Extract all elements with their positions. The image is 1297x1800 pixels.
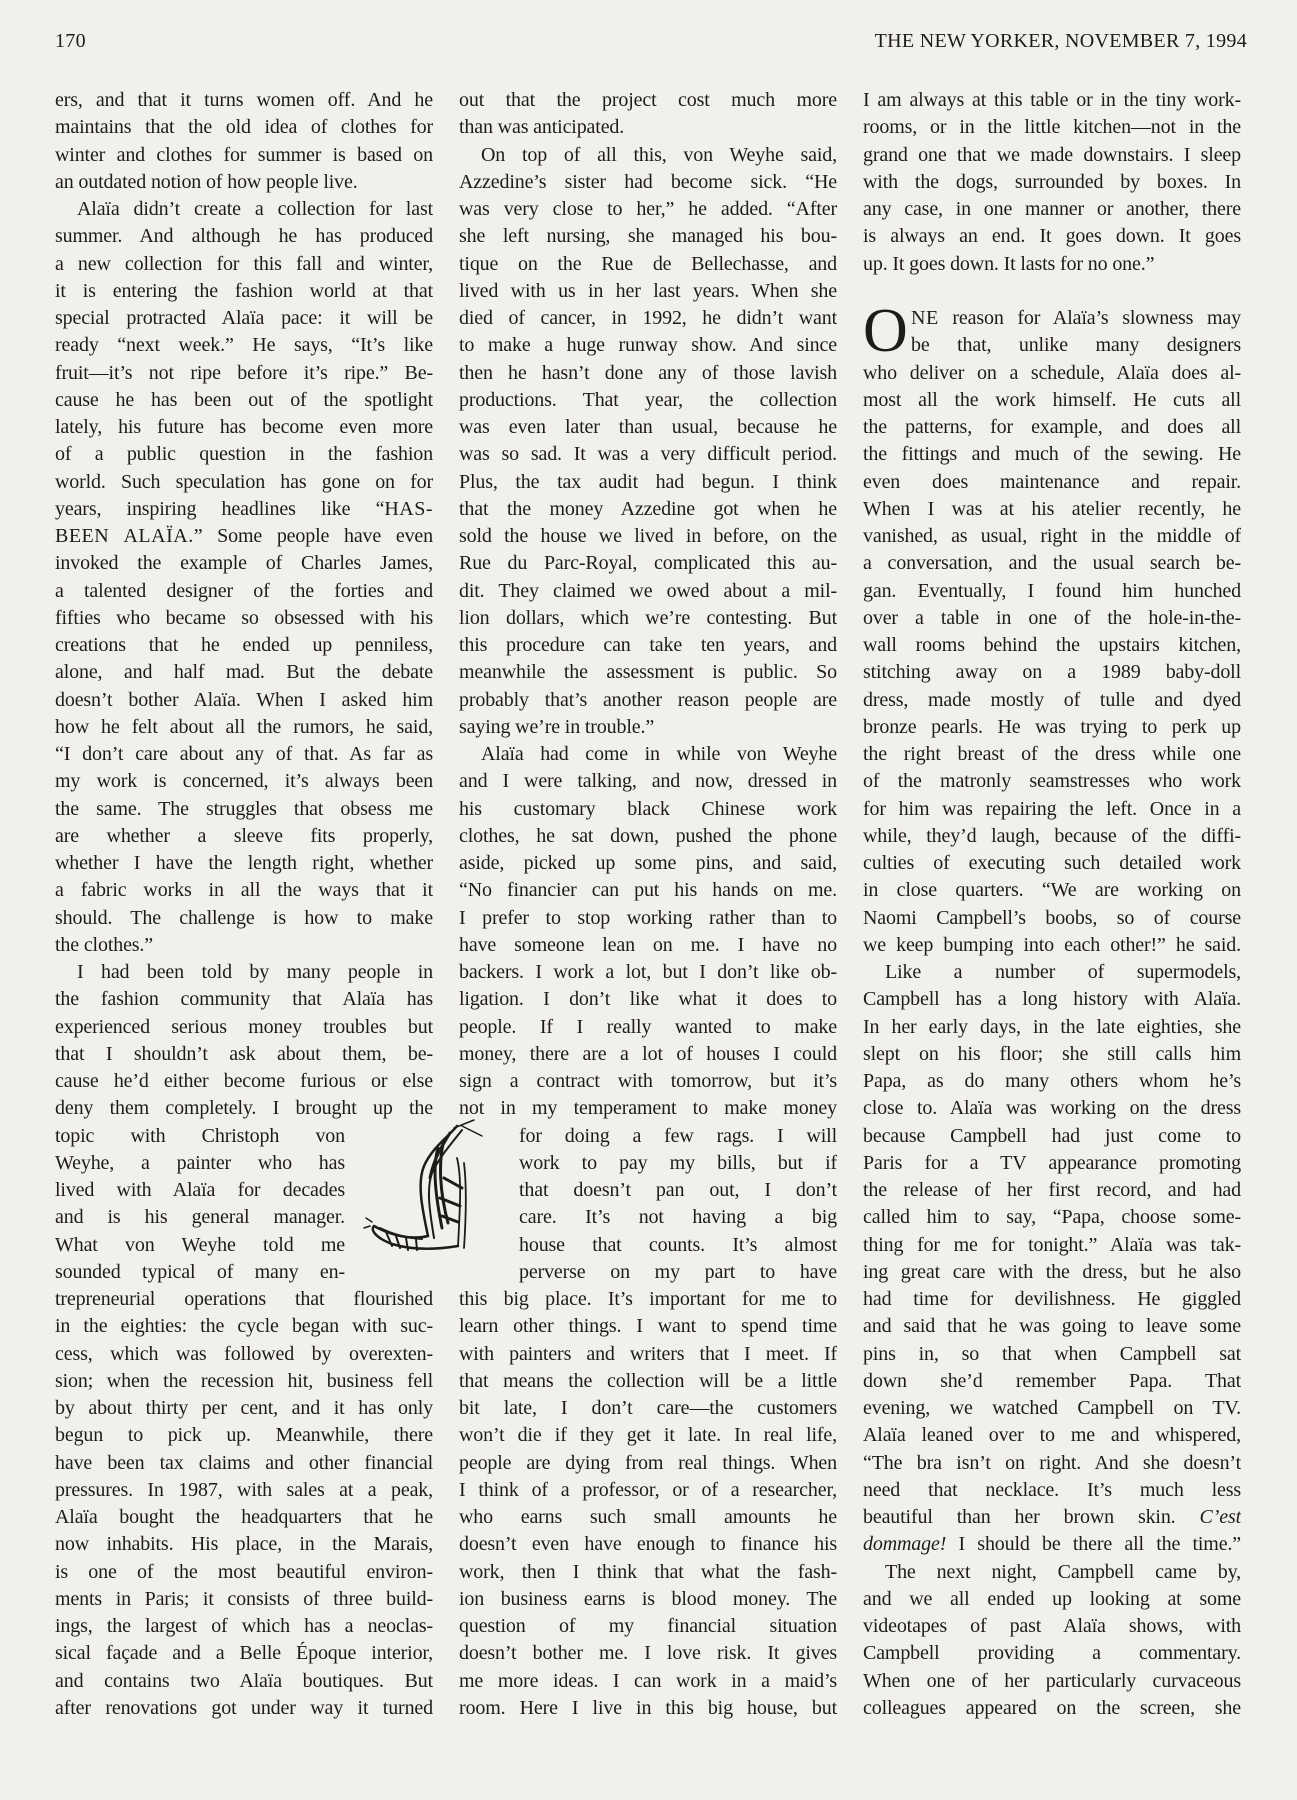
text-line: it is entering the fashion world at that (55, 279, 433, 302)
text-line: than was anticipated. (459, 116, 625, 139)
text-line: because Campbell had just come to (863, 1124, 1241, 1147)
text-line: pressures. In 1987, with sales at a peak, (55, 1478, 433, 1501)
text-line: ing great care with the dress, but he also (863, 1260, 1241, 1283)
text-line: special protracted Alaïa pace: it will be (55, 307, 433, 329)
text-line: slept on his floor; she still calls him (863, 1042, 1241, 1065)
article-column-2 (459, 87, 837, 1722)
text-segment: reason for Alaïa’s slowness may (938, 307, 1241, 329)
page-number: 170 (55, 30, 86, 52)
text-line: ments in Paris; it consists of three build- (55, 1587, 433, 1610)
text-line: clothes, he sat down, pushed the phone (459, 824, 837, 847)
text-line: aside, picked up some pins, and said, (459, 852, 837, 874)
text-line: invoked the example of Charles James, (55, 552, 433, 575)
text-line: alone, and half mad. But the debate (55, 661, 433, 684)
text-line: Alaïa didn’t create a collection for last (77, 198, 433, 220)
text-line: the release of her first record, and had (863, 1179, 1241, 1201)
text-line: a fabric works in all the ways that it (55, 879, 433, 902)
text-line: rooms, or in the little kitchen—not in the (863, 116, 1241, 139)
text-line: Azzedine’s sister had become sick. “He (459, 170, 837, 193)
text-line: people are dying from real things. When (459, 1451, 837, 1474)
text-line: Rue du Parc-Royal, complicated this au- (459, 552, 837, 575)
text-line: When I was at his atelier recently, he (863, 497, 1241, 520)
text-line: culties of executing such detailed work (863, 852, 1241, 874)
text-line: On top of all this, von Weyhe said, (481, 143, 837, 166)
text-line: down she’d remember Papa. That (863, 1369, 1241, 1392)
text-line: lived with Alaïa for decades (55, 1179, 345, 1201)
text-line: I had been told by many people in (77, 961, 433, 983)
text-line: tique on the Rue de Bellechasse, and (459, 252, 837, 275)
text-line: even does maintenance and repair. (863, 470, 1241, 493)
text-line: his customary black Chinese work (459, 797, 837, 820)
text-line: and I were talking, and now, dressed in (459, 770, 837, 793)
text-line: care. It’s not having a big (519, 1206, 837, 1229)
text-line: was so sad. It was a very difficult period. (459, 443, 837, 466)
text-line: thing for me for tonight.” Alaïa was tak- (863, 1233, 1241, 1256)
text-line: to make a huge runway show. And since (459, 334, 837, 357)
text-line: the clothes.” (55, 933, 154, 956)
article-column-1 (55, 87, 433, 1722)
text-line: is always an end. It goes down. It goes (863, 225, 1241, 248)
text-line: fruit—it’s not ripe before it’s ripe.” Be- (55, 361, 433, 384)
text-line: house that counts. It’s almost (519, 1233, 837, 1256)
text-line: any case, in one manner or another, there (863, 198, 1241, 220)
text-line: out that the project cost much more (459, 89, 837, 111)
text-line: pins in, so that when Campbell sat (863, 1342, 1241, 1365)
text-segment: beautiful than her brown skin. (863, 1506, 1200, 1528)
text-line (863, 278, 1241, 305)
text-line: cess, which was followed by overexten- (55, 1342, 433, 1365)
text-line: summer. And although he has produced (55, 225, 433, 248)
text-line (911, 305, 1241, 332)
text-line: Naomi Campbell’s boobs, so of course (863, 906, 1241, 929)
text-line: and is his general manager. (55, 1206, 345, 1229)
text-line (55, 523, 433, 550)
text-line: a conversation, and the usual search be- (863, 552, 1241, 575)
text-line: have someone lean on me. I have no (459, 933, 837, 956)
italic-text: C’est (1199, 1506, 1241, 1528)
text-line: maintains that the old idea of clothes for (55, 116, 433, 139)
text-line: gan. Eventually, I found him hunched (863, 579, 1241, 602)
text-line: Alaïa bought the headquarters that he (55, 1506, 433, 1528)
text-line: was even later than usual, because he (459, 416, 837, 438)
text-line: dress, made mostly of tulle and dyed (863, 688, 1241, 711)
text-line: Alaïa had come in while von Weyhe (481, 743, 837, 765)
text-line: ers, and that it turns women off. And he (55, 89, 433, 111)
text-line: learn other things. I want to spend time (459, 1315, 837, 1338)
text-line: What von Weyhe told me (55, 1233, 345, 1256)
text-line: begun to pick up. Meanwhile, there (55, 1424, 433, 1447)
text-line: cause he’d either become furious or else (55, 1070, 433, 1092)
text-line: that the money Azzedine got when he (459, 497, 837, 520)
text-line: doesn’t even have enough to finance his (459, 1533, 837, 1556)
text-line: productions. That year, the collection (459, 388, 837, 411)
running-header: THE NEW YORKER, NOVEMBER 7, 1994 (874, 30, 1247, 52)
text-line: sign a contract with tomorrow, but it’s (459, 1070, 837, 1092)
text-line: sounded typical of many en- (55, 1260, 345, 1283)
text-line: in close quarters. “We are working on (863, 879, 1241, 902)
text-line: work to pay my bills, but if (519, 1151, 837, 1174)
text-line: had time for devilishness. He giggled (863, 1288, 1241, 1310)
text-line: and said that he was going to leave some (863, 1315, 1241, 1338)
text-line: and contains two Alaïa boutiques. But (55, 1669, 433, 1692)
text-line (863, 1504, 1241, 1531)
text-line: grand one that we made downstairs. I sleep (863, 143, 1241, 166)
text-line: sold the house we lived in before, on the (459, 525, 837, 547)
text-line: me more ideas. I can work in a maid’s (459, 1669, 837, 1692)
text-line: trepreneurial operations that flourished (55, 1288, 433, 1310)
text-segment: I should be there all the time.” (946, 1533, 1241, 1556)
text-line: perverse on my part to have (519, 1260, 837, 1283)
text-line: the right breast of the dress while one (863, 743, 1241, 765)
text-line: be that, unlike many designers (911, 334, 1241, 357)
text-line: Alaïa leaned over to me and whispered, (863, 1424, 1241, 1447)
text-line: vanished, as usual, right in the middle of (863, 525, 1241, 547)
text-line: and we all ended up looking at some (863, 1587, 1241, 1610)
text-line: have been tax claims and other financial (55, 1451, 433, 1474)
text-line: the fashion community that Alaïa has (55, 988, 433, 1011)
text-line: after renovations got under way it turned (55, 1696, 433, 1719)
text-line: with the dogs, surrounded by boxes. In (863, 170, 1241, 193)
text-line: the fittings and much of the sewing. He (863, 443, 1241, 466)
italic-text: dommage! (863, 1533, 947, 1556)
text-line (863, 1531, 1241, 1558)
text-line: not in my temperament to make money (459, 1097, 837, 1120)
text-line: whether I have the length right, whether (55, 852, 433, 874)
text-line: In her early days, in the late eighties, she (863, 1015, 1241, 1038)
text-line: people. If I really wanted to make (459, 1015, 837, 1038)
text-line: cause he has been out of the spotlight (55, 388, 433, 411)
text-line: by about thirty per cent, and it has only (55, 1397, 433, 1419)
text-line: this procedure can take ten years, and (459, 634, 837, 656)
text-line: now inhabits. His place, in the Marais, (55, 1533, 433, 1556)
text-line: need that necklace. It’s much less (863, 1478, 1241, 1501)
text-line: lion dollars, which we’re contesting. But (459, 606, 837, 629)
text-line: called him to say, “Papa, choose some- (863, 1206, 1241, 1229)
text-line: the patterns, for example, and does all (863, 416, 1241, 438)
text-line: backers. I work a lot, but I don’t like ob- (459, 961, 837, 983)
text-line: evening, we watched Campbell on TV. (863, 1397, 1241, 1419)
text-line: “The bra isn’t on right. And she doesn’t (863, 1451, 1241, 1474)
text-line: of a public question in the fashion (55, 443, 433, 466)
text-line: a new collection for this fall and winter, (55, 252, 433, 275)
text-line: probably that’s another reason people are (459, 688, 837, 711)
text-line: of the matronly seamstresses who work (863, 770, 1241, 793)
text-line: ion business earns is blood money. The (459, 1587, 837, 1610)
text-line: should. The challenge is how to make (55, 906, 433, 929)
text-line: sion; when the recession hit, business fell (55, 1369, 433, 1392)
text-line: colleagues appeared on the screen, she (863, 1696, 1241, 1719)
small-caps-text: HAS- (384, 497, 433, 520)
text-segment: ” Some people have even (193, 525, 433, 547)
text-line: ings, the largest of which has a neoclas- (55, 1615, 433, 1637)
text-line: died of cancer, in 1992, he didn’t want (459, 307, 837, 329)
text-line: sical façade and a Belle Époque interior, (55, 1642, 433, 1665)
text-line: most all the work himself. He cuts all (863, 388, 1241, 411)
text-line: up. It goes down. It lasts for no one.” (863, 252, 1155, 275)
text-line: who earns such small amounts he (459, 1506, 837, 1528)
text-line: stitching away on a 1989 baby-doll (863, 661, 1241, 684)
text-line: a talented designer of the forties and (55, 579, 433, 602)
text-line: is one of the most beautiful environ- (55, 1560, 433, 1583)
text-line: lately, his future has become even more (55, 416, 433, 438)
text-line: ready “next week.” He says, “It’s like (55, 334, 433, 357)
text-line: fifties who became so obsessed with his (55, 606, 433, 629)
text-line: Like a number of supermodels, (885, 961, 1241, 983)
text-line: world. Such speculation has gone on for (55, 470, 433, 493)
text-line: When one of her particularly curvaceous (863, 1669, 1241, 1692)
text-line: for doing a few rags. I will (519, 1124, 837, 1147)
text-line: this big place. It’s important for me to (459, 1288, 837, 1310)
text-segment: years, inspiring headlines like “ (55, 497, 385, 520)
text-line: room. Here I live in this big house, but (459, 1696, 837, 1719)
text-line: saying we’re in trouble.” (459, 715, 655, 738)
text-line: deny them completely. I brought up the (55, 1097, 433, 1120)
text-line: “No financier can put his hands on me. (459, 879, 837, 902)
text-line: experienced serious money troubles but (55, 1015, 433, 1038)
text-line: work, then I think that what the fash- (459, 1560, 837, 1583)
text-line: Campbell providing a commentary. (863, 1642, 1241, 1665)
text-line: lived with us in her last years. When she (459, 279, 837, 302)
text-line: then he hasn’t done any of those lavish (459, 361, 837, 384)
text-line: who deliver on a schedule, Alaïa does al- (863, 361, 1241, 384)
text-line: videotapes of past Alaïa shows, with (863, 1615, 1241, 1637)
text-line: I am always at this table or in the tiny work- (863, 89, 1241, 111)
text-line: that doesn’t pan out, I don’t (519, 1179, 837, 1201)
text-line: bit late, I don’t care—the customers (459, 1397, 837, 1419)
text-line: topic with Christoph von (55, 1124, 345, 1147)
text-line: Weyhe, a painter who has (55, 1151, 345, 1174)
high-heel-shoe-sketch-icon (362, 1118, 527, 1263)
text-line: The next night, Campbell came by, (885, 1560, 1241, 1583)
text-line: Campbell has a long history with Alaïa. (863, 988, 1241, 1011)
text-line: bronze pearls. He was trying to perk up (863, 715, 1241, 738)
text-line: in the eighties: the cycle began with suc- (55, 1315, 433, 1338)
text-line: winter and clothes for summer is based on (55, 143, 433, 166)
text-line: was very close to her,” he added. “After (459, 198, 837, 220)
text-line: the same. The struggles that obsess me (55, 797, 433, 820)
text-line: she left nursing, she managed his bou- (459, 225, 837, 248)
text-line: doesn’t bother Alaïa. When I asked him (55, 688, 433, 711)
small-caps-text: NE (911, 307, 939, 329)
text-line: dit. They claimed we owed about a mil- (459, 579, 837, 602)
text-line: that means the collection will be a little (459, 1369, 837, 1392)
text-line: I prefer to stop working rather than to (459, 906, 837, 929)
text-line: Papa, as do many others whom he’s (863, 1070, 1241, 1092)
text-line: I think of a professor, or of a researcher, (459, 1478, 837, 1501)
text-line: money, there are a lot of houses I could (459, 1042, 837, 1065)
text-line: are whether a sleeve fits properly, (55, 824, 433, 847)
small-caps-text: BEEN ALAÏA. (55, 525, 194, 547)
text-line: doesn’t bother me. I love risk. It gives (459, 1642, 837, 1665)
text-line: “I don’t care about any of that. As far as (55, 743, 433, 765)
drop-cap: O (863, 297, 908, 365)
text-line: that I shouldn’t ask about them, be- (55, 1042, 433, 1065)
article-column-3 (863, 87, 1241, 1722)
text-line: ligation. I don’t like what it does to (459, 988, 837, 1011)
text-line: Paris for a TV appearance promoting (863, 1151, 1241, 1174)
text-line (55, 496, 433, 523)
text-line: with painters and writers that I meet. If (459, 1342, 837, 1365)
text-line: question of my financial situation (459, 1615, 837, 1637)
text-line: an outdated notion of how people live. (55, 170, 358, 193)
text-line: how he felt about all the rumors, he said, (55, 715, 433, 738)
text-line: creations that he ended up penniless, (55, 634, 433, 656)
text-line: wall rooms behind the upstairs kitchen, (863, 634, 1241, 656)
text-line: my work is concerned, it’s always been (55, 770, 433, 793)
text-line: meanwhile the assessment is public. So (459, 661, 837, 684)
text-line: we keep bumping into each other!” he said. (863, 933, 1241, 956)
text-line: while, they’d laugh, because of the diffi- (863, 824, 1241, 847)
text-line: won’t die if they get it late. In real life, (459, 1424, 837, 1447)
text-line: close to. Alaïa was working on the dress (863, 1097, 1241, 1120)
text-line: for him was repairing the left. Once in a (863, 797, 1241, 820)
text-line: Plus, the tax audit had begun. I think (459, 470, 837, 493)
text-line: over a table in one of the hole-in-the- (863, 606, 1241, 629)
